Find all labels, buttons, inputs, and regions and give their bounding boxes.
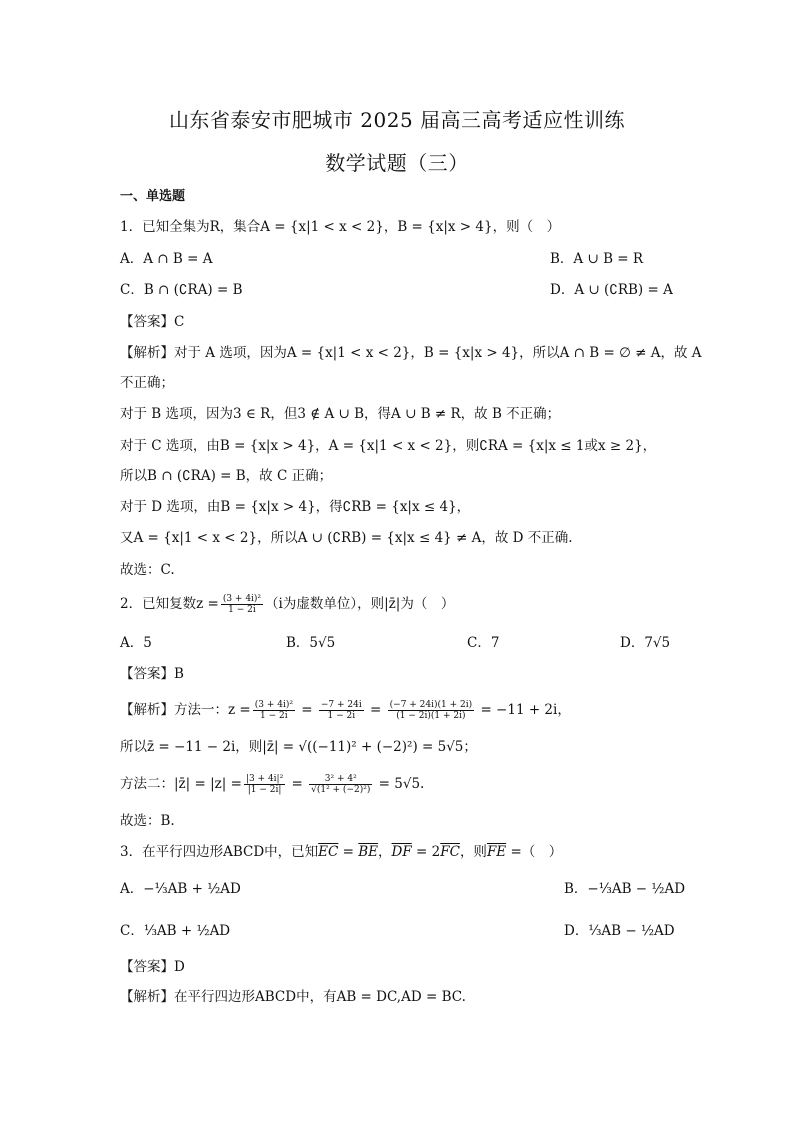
q2-stem-suffix: （i为虚数单位），则|z̄|为（ ） [265,596,455,612]
numerator: (−7 + 24i)(1 + 2i) [389,700,473,710]
q1-option-a: A．A ∩ B = A [120,251,213,267]
numerator: 3² + 4² [309,774,372,785]
q1-explanation-line: 又A = {x|1 < x < 2}，所以A ∪ (∁RB) = {x|x ≤ 4} ≠ A，故 D 不正确. [120,530,573,546]
q2-option-a: A．5 [120,635,152,651]
vector: $\overline{FC}$ [440,844,460,860]
numerator: (3 + 4i)² [254,700,293,710]
q3-stem-suffix: =（ ） [506,844,563,860]
q3-stem-prefix: 3．在平行四边形ABCD中，已知 [120,844,319,860]
q3-option-c: C．⅓AB + ½AD [120,923,231,939]
q2-exp-suffix: = −11 + 2i， [480,702,571,718]
q1-explanation-line: 不正确； [120,375,174,391]
fraction [388,700,475,721]
q2-option-c: C．7 [467,635,500,651]
q2-fraction-denominator: 1 − 2i [228,605,256,615]
fraction [319,700,364,721]
operator: = 2 [411,844,441,860]
separator: ，则 [459,844,487,860]
q1-option-d: D．A ∪ (∁RB) = A [550,282,673,298]
section-heading: 一、单选题 [120,189,186,204]
q3-option-d: D．⅓AB − ½AD [564,923,675,939]
q3-option-a: A．−⅓AB + ½AD [120,881,241,897]
operator: = [338,844,359,860]
q1-stem: 1．已知全集为R，集合A = {x|1 < x < 2}，B = {x|x > 4}，则（ ） [120,219,561,235]
q2-exp-prefix: 方法二：|z̄| = |z| = [120,776,242,792]
exam-subtitle: 数学试题（三） [325,151,469,175]
q1-option-b: B．A ∪ B = R [550,251,644,267]
q2-fraction [221,594,263,615]
vector: $\overline{BE}$ [358,844,379,860]
q1-explanation-line: 对于 B 选项，因为3 ∈ R，但3 ∉ A ∪ B，得A ∪ B ≠ R，故 B 不正确； [120,406,561,422]
q2-stem [120,594,454,615]
q2-option-d: D．7√5 [620,635,671,651]
q1-explanation-line: 【解析】对于 A 选项，因为A = {x|1 < x < 2}，B = {x|x > 4}，所以A ∩ B = ∅ ≠ A，故 A [120,345,702,361]
denominator: (1 − 2i)(1 + 2i) [396,711,466,721]
fraction [244,774,285,795]
q2-exp-suffix: = 5√5. [378,776,425,792]
q1-option-c: C．B ∩ (∁RA) = B [120,282,243,298]
q2-answer: 【答案】B [120,666,184,682]
vector: $\overline{DF}$ [391,844,412,860]
q2-explanation-line: 所以z̄ = −11 − 2i，则|z̄| = √((−11)² + (−2)²) = 5√5； [120,739,477,755]
q3-answer: 【答案】D [120,959,185,975]
fraction [253,700,295,721]
q1-explanation-line: 故选：C. [120,562,175,578]
fraction [309,774,372,795]
q2-fraction-numerator: (3 + 4i)² [222,594,262,604]
numerator: |3 + 4i|² [245,774,284,784]
vector: $\overline{EC}$ [318,844,339,860]
q1-explanation-line: 所以B ∩ (∁RA) = B，故 C 正确； [120,468,333,484]
denominator: 1 − 2i [260,711,288,721]
denominator: |1 − 2i| [247,785,282,795]
q1-explanation-line: 对于 C 选项，由B = {x|x > 4}，A = {x|1 < x < 2}，则∁RA = {x|x ≤ 1或x ≥ 2}， [120,438,657,454]
q1-explanation-line: 对于 D 选项，由B = {x|x > 4}，得∁RB = {x|x ≤ 4}， [120,499,471,515]
q2-explanation-line: 【解析】方法一：z = $\frac{\text{(3 + 4i)²}}{1 - 2i}$ = $\frac{-7 + 24i}{1 - 2i}$ = $\frac{(-7 + 24i)(1 + 2i)}{(1 - 2i)(1 + 2i)}$ = −11 + 2i， [120,700,571,721]
q3-option-b: B．−⅓AB − ½AD [564,881,686,897]
separator: ， [378,844,392,860]
q2-exp-prefix: 【解析】方法一：z = [120,702,251,718]
q2-explanation-line: 故选：B. [120,813,175,829]
q2-stem-prefix: 2．已知复数z = [120,596,219,612]
q1-answer: 【答案】C [120,314,185,330]
q3-stem [120,843,562,861]
q2-explanation-line: 方法二：|z̄| = |z| = $\frac{\text{|3 + 4i|²}}{|1 - 2i|}$ = $\frac{\text{3² + 4²}}{\text{√(1² + (−2)²)}}$ = 5√5. [120,774,425,795]
denominator: 1 − 2i [327,711,356,721]
q3-explanation-line: 【解析】在平行四边形ABCD中，有AB = DC,AD = BC. [120,989,466,1005]
q2-option-b: B．5√5 [286,635,336,651]
exam-title: 山东省泰安市肥城市 2025 届高三高考适应性训练 [168,108,626,132]
vector: $\overline{FE}$ [486,844,507,860]
numerator: −7 + 24i [320,700,362,710]
denominator: √(1² + (−2)²) [311,785,371,795]
